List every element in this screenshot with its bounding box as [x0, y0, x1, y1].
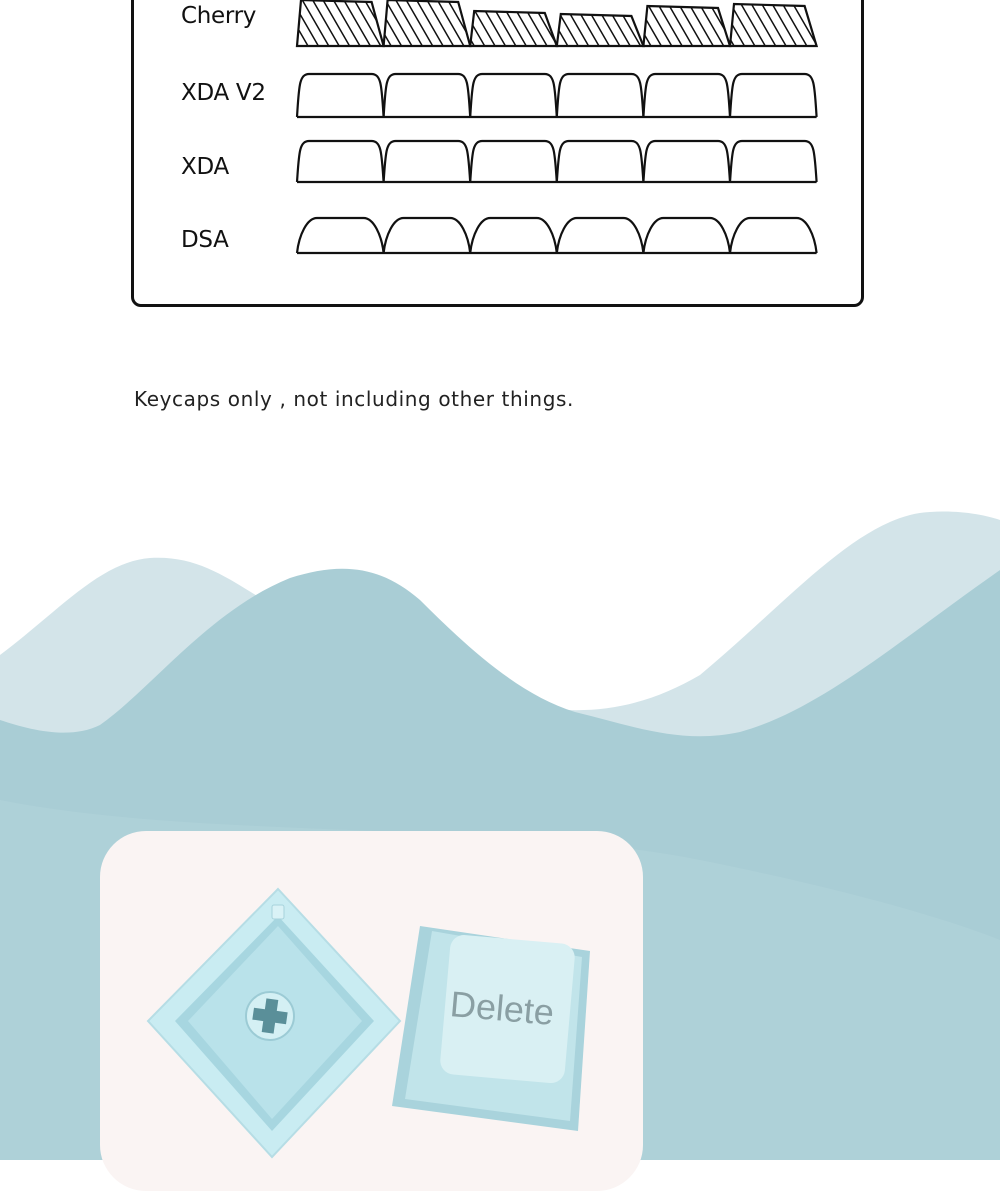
cherry-keycap-shape — [470, 11, 557, 46]
dsa-keycap-shape — [730, 218, 817, 253]
xda-v2-profile-row — [297, 74, 817, 117]
profile-label-xda-v2: XDA V2 — [181, 80, 266, 106]
xda-profile-row — [297, 141, 817, 182]
keycap-underside — [148, 889, 400, 1157]
xda-keycap-shape — [730, 141, 817, 182]
xda-v2-keycap-shape — [730, 74, 817, 117]
dsa-keycap-shape — [297, 218, 384, 253]
xda-keycap-shape — [557, 141, 644, 182]
keycap-legend-delete: Delete — [448, 983, 556, 1034]
cherry-keycap-shape — [557, 14, 644, 46]
profile-label-dsa: DSA — [181, 227, 229, 253]
keycap-top — [392, 926, 590, 1131]
cherry-keycap-shape — [297, 0, 384, 46]
profile-label-cherry: Cherry — [181, 3, 257, 29]
dsa-keycap-shape — [643, 218, 730, 253]
keycap-photo-card — [100, 831, 643, 1191]
xda-v2-keycap-shape — [643, 74, 730, 117]
dsa-keycap-shape — [470, 218, 557, 253]
keycap-profile-diagrams — [0, 0, 1000, 330]
xda-v2-keycap-shape — [470, 74, 557, 117]
xda-v2-keycap-shape — [384, 74, 471, 117]
cherry-keycap-shape — [643, 6, 730, 46]
xda-keycap-shape — [384, 141, 471, 182]
cherry-profile-row — [297, 0, 817, 46]
cherry-keycap-shape — [730, 4, 817, 46]
xda-keycap-shape — [297, 141, 384, 182]
cherry-keycap-shape — [384, 0, 471, 46]
xda-keycap-shape — [643, 141, 730, 182]
dsa-profile-row — [297, 218, 817, 253]
keycap-photo — [100, 831, 643, 1191]
xda-v2-keycap-shape — [297, 74, 384, 117]
profile-label-xda: XDA — [181, 154, 229, 180]
keycaps-only-note: Keycaps only , not including other things. — [134, 387, 574, 411]
xda-keycap-shape — [470, 141, 557, 182]
dsa-keycap-shape — [384, 218, 471, 253]
xda-v2-keycap-shape — [557, 74, 644, 117]
dsa-keycap-shape — [557, 218, 644, 253]
